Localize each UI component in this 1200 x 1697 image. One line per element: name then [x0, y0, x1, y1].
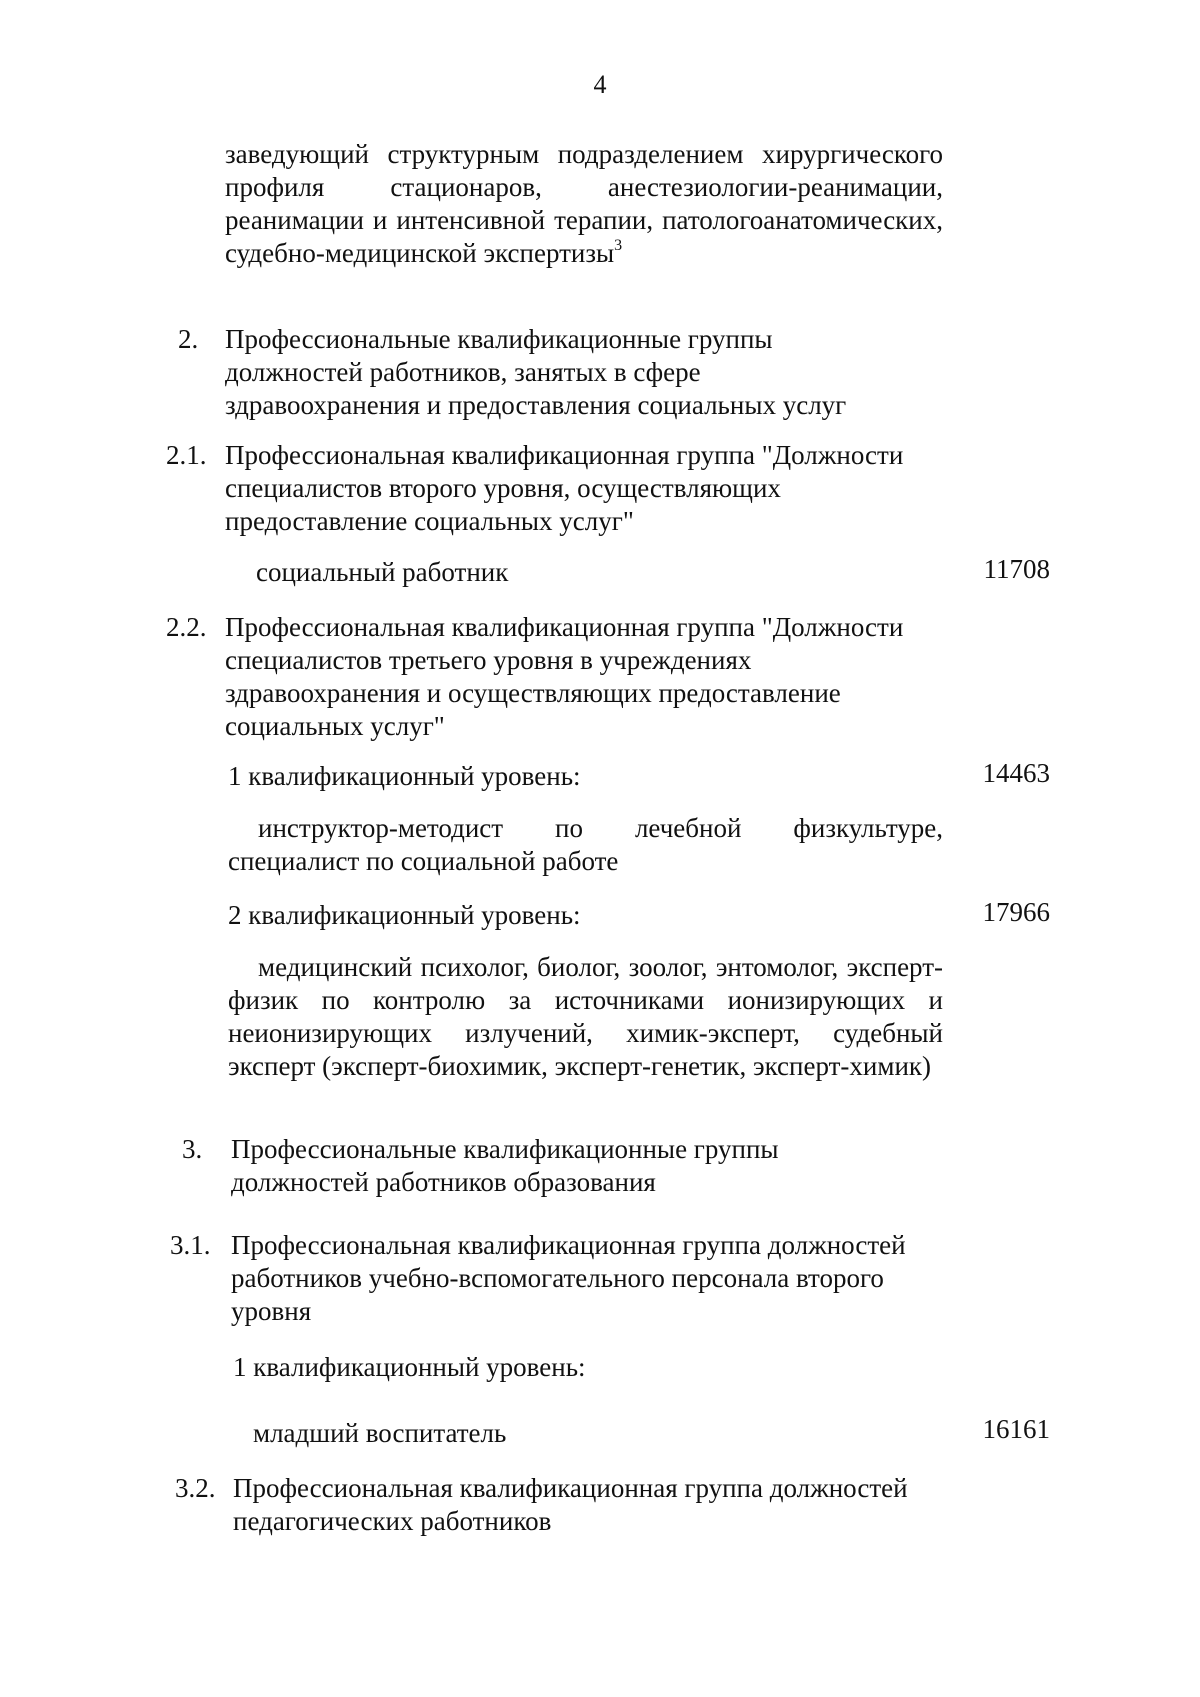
section-3-1-number: 3.1.	[170, 1230, 211, 1260]
section-2-2-level-1-positions: инструктор-методист по лечебной физкультуре, специалист по социальной работе	[228, 813, 943, 876]
section-2-2-level-2-positions: медицинский психолог, биолог, зоолог, энтомолог, эксперт-физик по контролю за источниками ионизирующих и неионизирующих излучений, химик-эксперт, судебный эксперт (эксперт-биохимик, эксперт-генетик, эксперт-химик)	[228, 952, 943, 1081]
section-3-1-title: Профессиональная квалификационная группа должностей работников учебно-вспомогательного персонала второго уровня	[231, 1230, 906, 1326]
footnote-ref: 3	[614, 237, 623, 254]
section-2-title: Профессиональные квалификационные группы должностей работников, занятых в сфере здравоохранения и предоставления социальных услуг	[225, 324, 847, 420]
position-junior-educator: младший воспитатель	[253, 1418, 507, 1448]
section-3-2-number: 3.2.	[175, 1473, 216, 1503]
section-3-2-title: Профессиональная квалификационная группа должностей педагогических работников	[233, 1473, 908, 1536]
section-2-2-level-1: 1 квалификационный уровень:	[228, 761, 581, 791]
section-2-2-level-2: 2 квалификационный уровень:	[228, 900, 581, 930]
salary-junior-educator: 16161	[982, 1414, 1050, 1444]
section-2-2-title: Профессиональная квалификационная группа "Должности специалистов третьего уровня в учреждениях здравоохранения и осуществляющих предоставление социальных услуг"	[225, 612, 904, 741]
section-3-number: 3.	[182, 1134, 203, 1164]
continuation-text	[225, 138, 943, 270]
section-2-number: 2.	[178, 324, 199, 354]
salary-2-2-level-1: 14463	[982, 758, 1050, 788]
section-2-1-title: Профессиональная квалификационная группа "Должности специалистов второго уровня, осуществляющих предоставление социальных услуг"	[225, 440, 904, 536]
position-social-worker: социальный работник	[256, 557, 509, 587]
page-number: 4	[593, 70, 607, 99]
section-2-1-number: 2.1.	[166, 440, 207, 470]
salary-social-worker: 11708	[983, 554, 1050, 584]
continuation-body: заведующий структурным подразделением хирургического профиля стационаров, анестезиологии-реанимации, реанимации и интенсивной терапии, патологоанатомических, судебно-медицинской экспертизы	[225, 139, 943, 268]
section-3-title: Профессиональные квалификационные группы должностей работников образования	[231, 1134, 779, 1197]
section-3-1-level-1: 1 квалификационный уровень:	[233, 1352, 586, 1382]
section-2-2-number: 2.2.	[166, 612, 207, 642]
salary-2-2-level-2: 17966	[982, 897, 1050, 927]
